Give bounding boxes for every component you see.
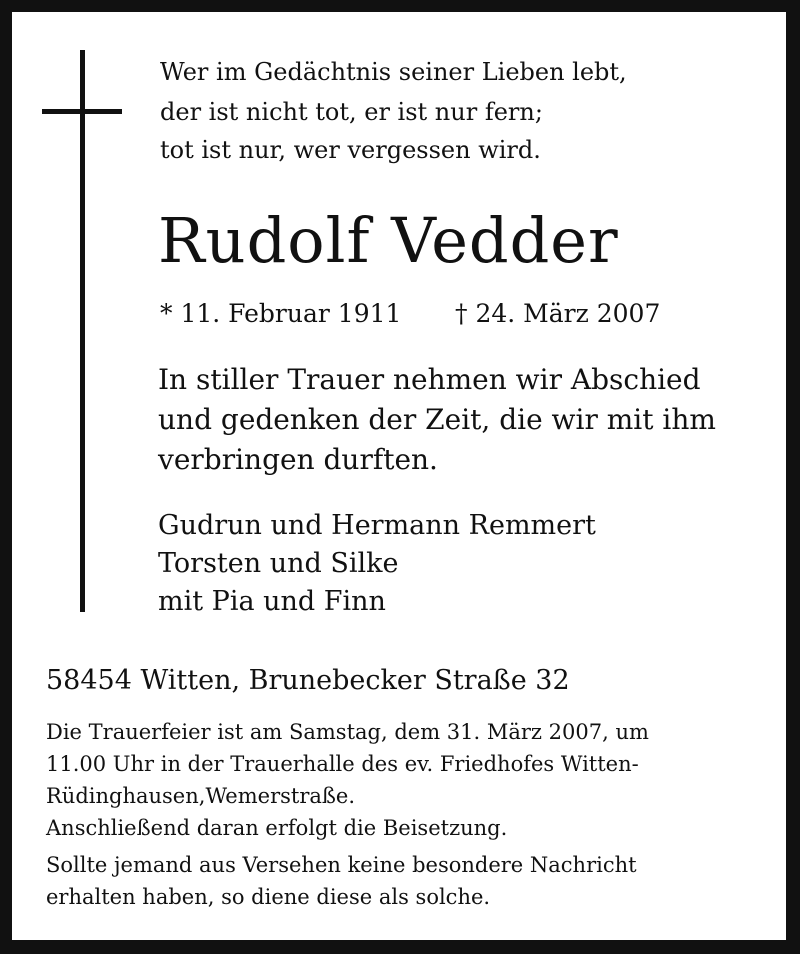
death-date: † 24. März 2007 bbox=[455, 299, 661, 328]
birth-date: * 11. Februar 1911 bbox=[160, 299, 402, 328]
motto-line: Wer im Gedächtnis seiner Lieben lebt, bbox=[160, 58, 627, 86]
grief-line: In stiller Trauer nehmen wir Abschied bbox=[158, 363, 701, 396]
mourner-line: Gudrun und Hermann Remmert bbox=[158, 510, 596, 541]
funeral-info-line: Sollte jemand aus Versehen keine besondere Nachricht bbox=[46, 853, 637, 877]
mourner-line: mit Pia und Finn bbox=[158, 586, 386, 617]
funeral-info-line: Anschließend daran erfolgt die Beisetzung. bbox=[46, 816, 508, 840]
funeral-info-line: 11.00 Uhr in der Trauerhalle des ev. Friedhofes Witten- bbox=[46, 752, 639, 776]
grief-line: verbringen durften. bbox=[158, 443, 438, 476]
funeral-info-line: erhalten haben, so diene diese als solche. bbox=[46, 885, 491, 909]
motto-line: tot ist nur, wer vergessen wird. bbox=[160, 136, 541, 164]
deceased-name: Rudolf Vedder bbox=[158, 204, 619, 277]
motto-line: der ist nicht tot, er ist nur fern; bbox=[160, 98, 543, 126]
address: 58454 Witten, Brunebecker Straße 32 bbox=[46, 665, 570, 696]
funeral-info-line: Die Trauerfeier ist am Samstag, dem 31. März 2007, um bbox=[46, 720, 649, 744]
mourner-line: Torsten und Silke bbox=[158, 548, 399, 579]
cross-icon-bar bbox=[42, 109, 122, 114]
funeral-info-line: Rüdinghausen,Wemerstraße. bbox=[46, 784, 356, 808]
grief-line: und gedenken der Zeit, die wir mit ihm bbox=[158, 403, 716, 436]
cross-icon bbox=[80, 50, 85, 612]
